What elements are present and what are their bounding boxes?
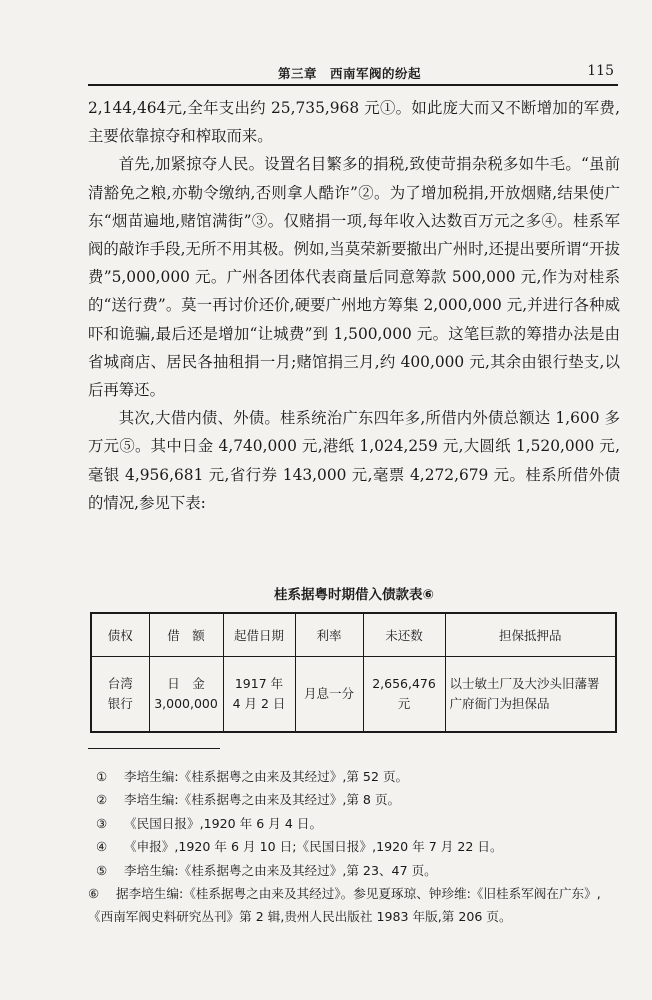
loan-table — [90, 612, 617, 733]
cell-line: 4 月 2 日 — [232, 696, 286, 711]
footnote-mark: ④ — [96, 839, 108, 855]
cell-line: 1917 年 — [234, 676, 284, 691]
cell-line: 台湾 — [107, 676, 133, 691]
footnote-text: 李培生编:《桂系据粤之由来及其经过》,第 23、47 页。 — [124, 862, 437, 878]
footnotes — [88, 765, 622, 929]
table-title: 桂系据粤时期借入债款表⑥ — [274, 587, 434, 603]
footnote-mark: ③ — [96, 815, 108, 831]
footnote-mark: ⑥ — [88, 886, 100, 902]
cell-line: 银行 — [107, 696, 133, 711]
footnote-text: 《申报》,1920 年 6 月 10 日;《民国日报》,1920 年 7 月 22 日。 — [124, 839, 503, 855]
footnote — [96, 765, 622, 788]
footnote-text: 据李培生编:《桂系据粤之由来及其经过》。参见夏琢琼、钟珍维:《旧桂系军阀在广东》,《西南军阀史料研究丛刊》第 2 辑,贵州人民出版社 1983 年版,第 206 页。 — [88, 886, 601, 925]
footnote-text: 李培生编:《桂系据粤之由来及其经过》,第 52 页。 — [124, 769, 409, 784]
footnote — [96, 788, 622, 811]
column-header-start-date: 起借日期 — [223, 613, 295, 657]
footnote — [96, 859, 622, 882]
footnote — [88, 882, 622, 929]
cell-interest-rate: 月息一分 — [295, 657, 363, 733]
table-header-row — [91, 613, 616, 657]
main-text — [88, 94, 620, 517]
cell-creditor — [91, 657, 149, 733]
footnote — [96, 812, 622, 835]
column-header-outstanding: 未还数 — [363, 613, 445, 657]
cell-line: 日 金 — [167, 676, 205, 691]
footnote-divider — [88, 748, 220, 749]
column-header-amount: 借 额 — [149, 613, 223, 657]
column-header-creditor: 债权 — [91, 613, 149, 657]
chapter-title: 第三章 西南军阀的纷起 — [278, 66, 422, 81]
cell-outstanding: 2,656,476 元 — [363, 657, 445, 733]
paragraph: 其次,大借内债、外债。桂系统治广东四年多,所借内外债总额达 1,600 多万元⑤。其中日金 4,740,000 元,港纸 1,024,259 元,大圆纸 1,520,000 元,毫银 4,956,681 元,省行券 143,000 元,毫票 4,272,679 元。桂系所借外债的情况,参见下表: — [88, 409, 621, 512]
cell-collateral: 以士敏土厂及大沙头旧藩署广府衙门为担保品 — [445, 657, 616, 733]
page-number: 115 — [587, 63, 614, 79]
paragraph: 首先,加紧掠夺人民。设置名目繁多的捐税,致使苛捐杂税多如牛毛。“虽前清豁免之粮,亦勒令缴纳,否则拿人酷诈”②。为了增加税捐,开放烟赌,结果使广东“烟苗遍地,赌馆满街”③。仅赌捐一项,每年收入达数百万元之多④。桂系军阀的敲诈手段,无所不用其极。例如,当莫荣新要撤出广州时,还提出要所谓“开拔费”5,000,000 元。广州各团体代表商量后同意筹款 500,000 元,作为对桂系的“送行费”。莫一再讨价还价,硬要广州地方筹集 2,000,000 元,并进行各种威吓和诡骗,最后还是增加“让城费”到 1,500,000 元。这笔巨款的筹措办法是由省城商店、居民各抽租捐一月;赌馆捐三月,约 400,000 元,其余由银行垫支,以后再筹还。 — [88, 155, 620, 400]
cell-amount — [149, 657, 223, 733]
cell-line: 3,000,000 — [154, 696, 218, 711]
footnote-mark: ① — [96, 769, 108, 784]
paragraph: 2,144,464元,全年支出约 25,735,968 元①。如此庞大而又不断增加的军费,主要依靠掠夺和榨取而来。 — [88, 99, 620, 146]
cell-start-date — [223, 657, 295, 733]
footnote-text: 《民国日报》,1920 年 6 月 4 日。 — [124, 815, 323, 831]
column-header-interest-rate: 利率 — [295, 613, 363, 657]
footnote-text: 李培生编:《桂系据粤之由来及其经过》,第 8 页。 — [124, 792, 401, 808]
running-header — [88, 62, 618, 86]
footnote — [96, 835, 622, 858]
column-header-collateral: 担保抵押品 — [445, 613, 616, 657]
table-row — [91, 657, 616, 733]
footnote-mark: ⑤ — [96, 862, 108, 878]
footnote-mark: ② — [96, 792, 108, 808]
